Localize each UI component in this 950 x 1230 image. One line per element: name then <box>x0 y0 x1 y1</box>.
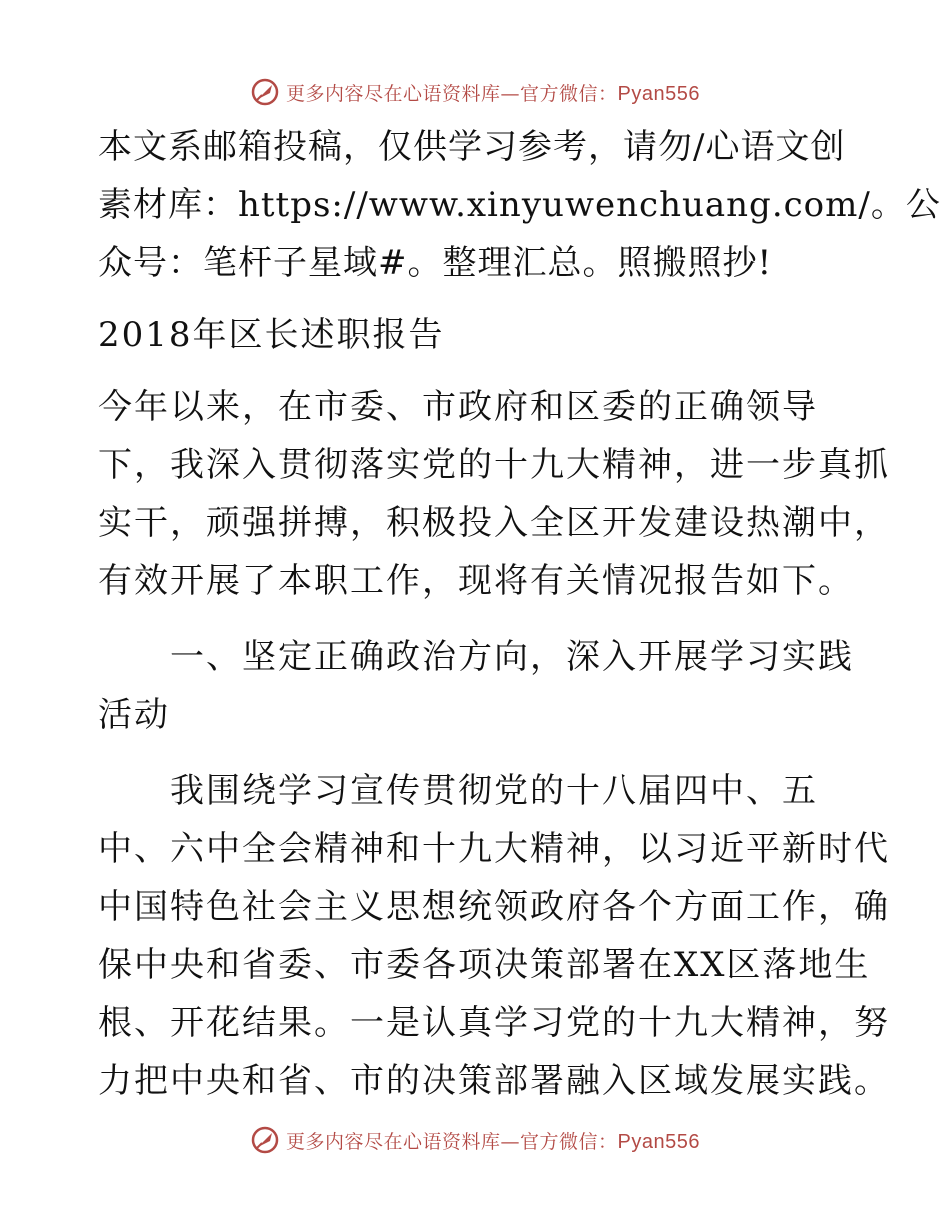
intro-line: 本文系邮箱投稿，仅供学习参考，请勿/心语文创 <box>98 127 846 167</box>
paragraph-line: 保中央和省委、市委各项决策部署在XX区落地生 <box>98 945 871 985</box>
watermark-dash: — <box>500 1130 521 1153</box>
paragraph-line: 根、开花结果。一是认真学习党的十九大精神，努 <box>98 1003 890 1043</box>
watermark-dash: — <box>500 82 521 105</box>
watermark-footer <box>0 1120 950 1160</box>
watermark-header <box>0 72 950 112</box>
document-body <box>98 118 941 1110</box>
watermark-slogan: 更多内容尽在心语资料库 <box>286 82 501 105</box>
paragraph-line: 有效开展了本职工作，现将有关情况报告如下。 <box>98 561 854 601</box>
intro-line: 素材库：https://www.xinyuwenchuang.com/。公 <box>98 185 941 225</box>
quill-logo-icon <box>250 77 280 107</box>
paragraph-line: 中国特色社会主义思想统领政府各个方面工作，确 <box>98 887 890 927</box>
section-heading: 一、坚定正确政治方向，深入开展学习实践 <box>98 637 854 677</box>
paragraph-line: 今年以来，在市委、市政府和区委的正确领导 <box>98 387 818 427</box>
paragraph-line: 中、六中全会精神和十九大精神，以习近平新时代 <box>98 829 890 869</box>
watermark-account: Pyan556 <box>617 82 700 105</box>
watermark-text <box>286 1127 700 1154</box>
paragraph-line: 力把中央和省、市的决策部署融入区域发展实践。 <box>98 1061 890 1101</box>
watermark-account: Pyan556 <box>617 1130 700 1153</box>
watermark-label: 官方微信： <box>520 1130 618 1153</box>
section-heading: 活动 <box>98 695 170 735</box>
watermark-slogan: 更多内容尽在心语资料库 <box>286 1130 501 1153</box>
paragraph-line: 下，我深入贯彻落实党的十九大精神，进一步真抓 <box>98 445 890 485</box>
paragraph-line: 我围绕学习宣传贯彻党的十八届四中、五 <box>98 771 818 811</box>
watermark-text <box>286 79 700 106</box>
watermark-label: 官方微信： <box>520 82 618 105</box>
document-title: 2018年区长述职报告 <box>98 315 445 355</box>
intro-line: 众号：笔杆子星域#。整理汇总。照搬照抄! <box>98 243 773 283</box>
quill-logo-icon <box>250 1125 280 1155</box>
paragraph-line: 实干，顽强拼搏，积极投入全区开发建设热潮中， <box>98 503 890 543</box>
